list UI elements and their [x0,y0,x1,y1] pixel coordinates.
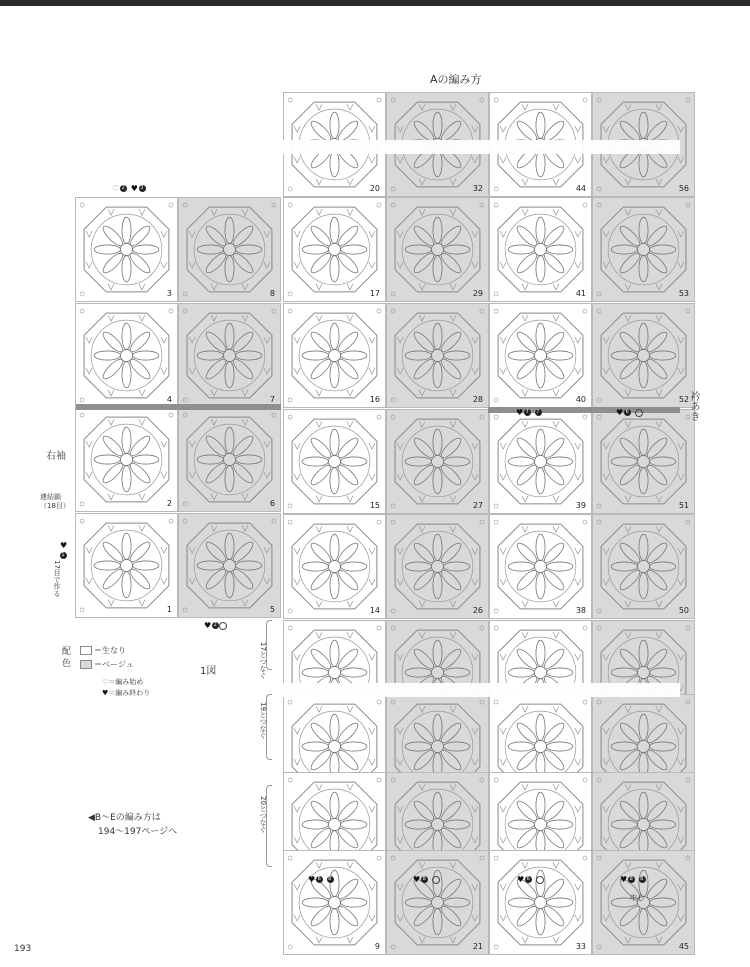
motif-square [75,513,178,618]
chain-connect-label: 連結鎖 （18目） [40,493,70,510]
legend-end: ♥＝編み終わり [102,689,151,697]
motif-square [386,514,489,619]
motif-number: 8 [269,289,275,298]
motif-number: 27 [472,501,483,510]
cut-band-bottom [283,683,680,697]
motif-number: 38 [575,606,586,615]
motif-number: 51 [678,501,689,510]
marker-bottom-1: ♥6 8 [308,875,333,884]
page-title: Aの編み方 [430,73,482,86]
motif-number: 56 [678,184,689,193]
marker-bottom-2: ♥8 [413,875,440,884]
motif-square [178,303,281,408]
motif-square [75,197,178,302]
marker-bottom-left: ♥2 [204,621,227,630]
motif-number: 45 [678,942,689,951]
brace-19 [266,694,272,760]
motif-number: 2 [166,499,172,508]
brace-20 [266,785,272,867]
motif-square [178,513,281,618]
page-number: 193 [14,944,32,954]
brace-17 [266,620,272,670]
motif-square [489,197,592,302]
motif-square [592,303,695,408]
motif-square [592,514,695,619]
motif-square [386,409,489,514]
motif-square [75,407,178,512]
motif-number: 41 [575,289,586,298]
motif-square [178,407,281,512]
motif-number: 17 [369,289,380,298]
motif-square [386,850,489,955]
motif-square [489,514,592,619]
motif-square [283,850,386,955]
seam-left [76,404,281,410]
marker-top-left: ♡2 ♥3 [112,184,145,193]
motif-number: 44 [575,184,586,193]
join-19-note: 19とつなぐ [259,702,267,739]
motif-number: 29 [472,289,483,298]
motif-square [592,197,695,302]
motif-number: 5 [269,605,275,614]
motif-number: 32 [472,184,483,193]
marker-neck-1: ♥7 7 [516,408,541,417]
marker-neck-2: ♥6 [616,408,643,417]
legend-natural: ＝生なり [80,645,126,656]
join-17-note: 17とつなぐ [259,642,267,679]
motif-square [283,409,386,514]
motif-number: 52 [678,395,689,404]
motif-number: 9 [374,942,380,951]
motif-square [592,409,695,514]
motif-number: 16 [369,395,380,404]
neck-opening-label: 衿あき [688,391,699,421]
motif-number: 40 [575,395,586,404]
motif-square [386,303,489,408]
motif-number: 20 [369,184,380,193]
legend-beige: ＝ベージュ [80,659,134,670]
right-sleeve-label: 右袖 [46,451,66,462]
motif-number: 26 [472,606,483,615]
center-label: 中心 [630,894,644,902]
motif-number: 39 [575,501,586,510]
motif-number: 33 [575,942,586,951]
cut-band-top [283,140,680,154]
motif-number: 21 [472,942,483,951]
motif-square [489,303,592,408]
motif-number: 6 [269,499,275,508]
legend-heading: 配色 [62,647,72,669]
motif-square [283,303,386,408]
motif-number: 50 [678,606,689,615]
marker-side: ♥1 [60,541,69,558]
make-17-note: 17目で作る [53,560,61,597]
motif-number: 3 [166,289,172,298]
marker-bottom-4: ♥8 8 [620,875,645,884]
motif-square [178,197,281,302]
figure-label: 1図 [200,666,217,677]
note-line-1: ◀B～Eの編み方は [88,813,161,823]
marker-bottom-3: ♥6 [517,875,544,884]
motif-number: 28 [472,395,483,404]
motif-number: 53 [678,289,689,298]
motif-square [489,409,592,514]
motif-square [283,197,386,302]
note-line-2: 194～197ページへ [98,827,178,837]
motif-number: 4 [166,395,172,404]
motif-number: 14 [369,606,380,615]
motif-square [489,850,592,955]
motif-square [386,197,489,302]
motif-square [283,514,386,619]
motif-number: 7 [269,395,275,404]
motif-number: 15 [369,501,380,510]
motif-number: 1 [166,605,172,614]
motif-square [75,303,178,408]
legend-start: ♡＝編み始め [102,678,144,686]
join-20-note: 20とつなぐ [259,796,267,833]
